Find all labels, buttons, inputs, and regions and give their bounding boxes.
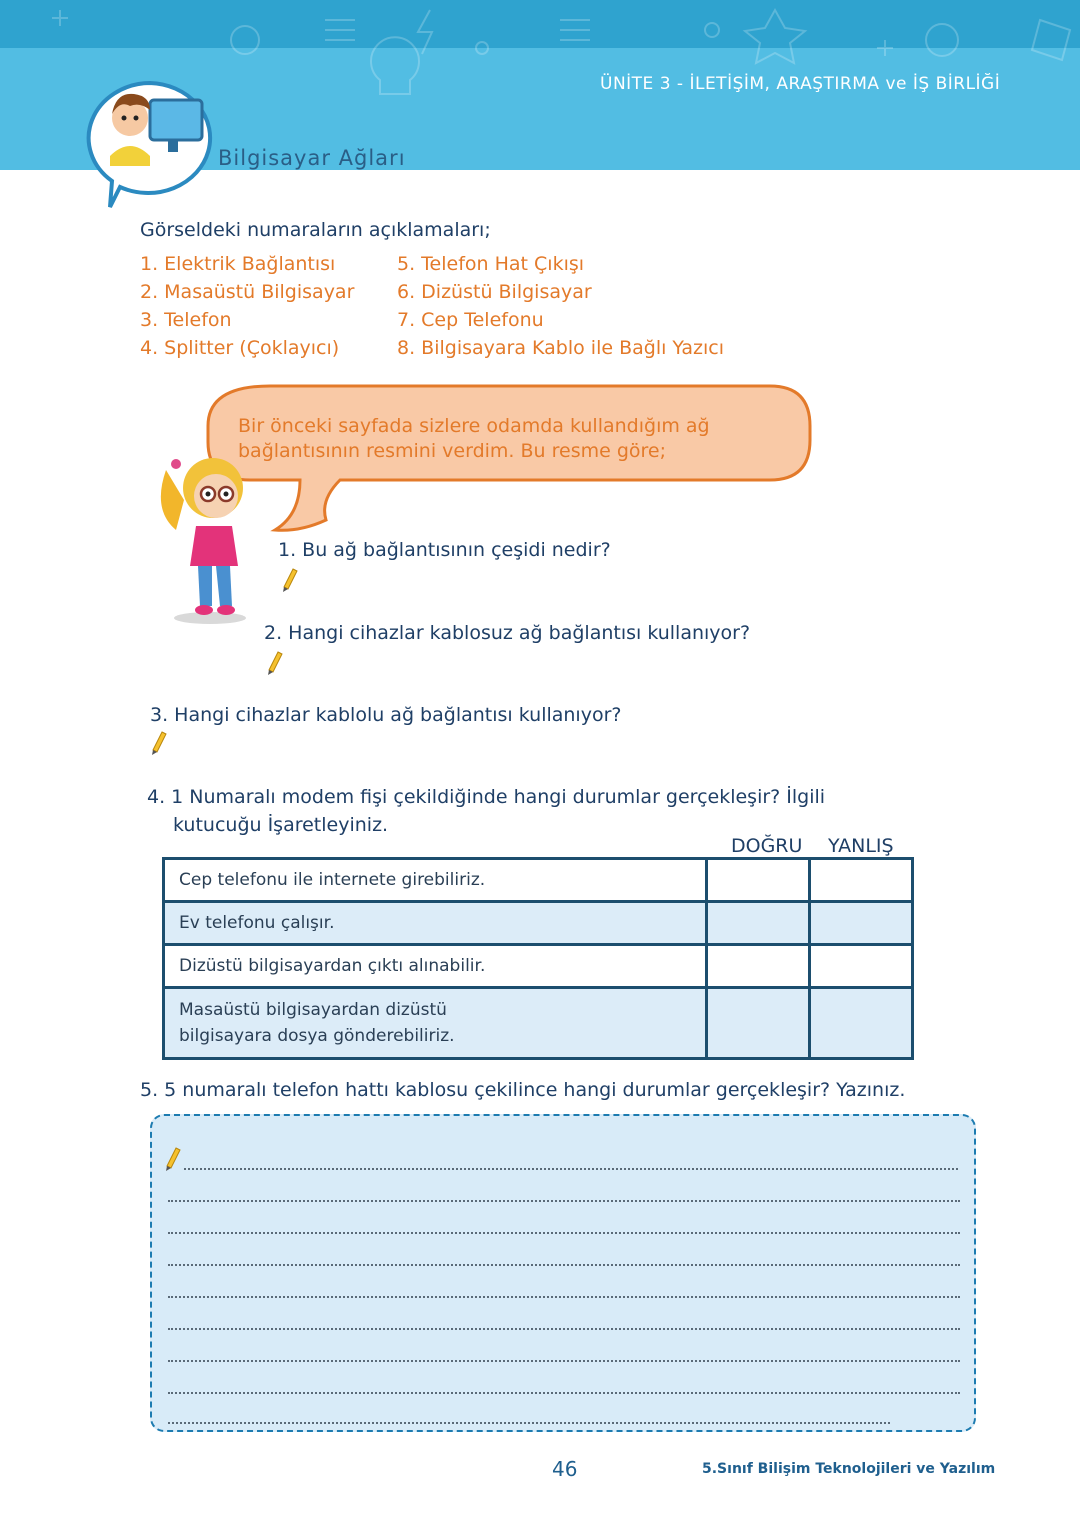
- true-checkbox[interactable]: [707, 945, 810, 988]
- legend-item: 2. Masaüstü Bilgisayar: [140, 281, 355, 303]
- legend-heading: Görseldeki numaraların açıklamaları;: [140, 219, 491, 241]
- answer-line[interactable]: [168, 1296, 960, 1298]
- true-checkbox[interactable]: [707, 902, 810, 945]
- unit-title: ÜNİTE 3 - İLETİŞİM, ARAŞTIRMA ve İŞ BİRLİĞİ: [600, 74, 1001, 94]
- legend-item: 4. Splitter (Çoklayıcı): [140, 337, 340, 359]
- answer-line[interactable]: [168, 1422, 890, 1424]
- statement-cell: Dizüstü bilgisayardan çıktı alınabilir.: [164, 945, 707, 988]
- question-2: 2. Hangi cihazlar kablosuz ağ bağlantısı kullanıyor?: [264, 622, 751, 644]
- question-3: 3. Hangi cihazlar kablolu ağ bağlantısı kullanıyor?: [150, 704, 622, 726]
- statement-cell: Ev telefonu çalışır.: [164, 902, 707, 945]
- pencil-icon: [266, 650, 284, 676]
- legend-item: 6. Dizüstü Bilgisayar: [397, 281, 592, 303]
- pencil-icon: [281, 567, 299, 593]
- pencil-icon: [150, 730, 168, 756]
- statement-line: Masaüstü bilgisayardan dizüstü: [179, 1000, 447, 1020]
- answer-line[interactable]: [168, 1392, 960, 1394]
- statement-line: bilgisayara dosya gönderebiliriz.: [179, 1026, 455, 1046]
- table-row: [164, 988, 913, 1059]
- answer-line[interactable]: [168, 1200, 960, 1202]
- legend-item: 7. Cep Telefonu: [397, 309, 544, 331]
- speech-text: Bir önceki sayfada sizlere odamda kullandığım ağ bağlantısının resmini verdim. Bu resme göre;: [238, 415, 710, 462]
- statement-cell: [164, 988, 707, 1059]
- pencil-icon: [164, 1146, 182, 1172]
- answer-line[interactable]: [184, 1168, 958, 1170]
- false-checkbox[interactable]: [810, 988, 913, 1059]
- table-row: [164, 945, 913, 988]
- legend-item: 5. Telefon Hat Çıkışı: [397, 253, 585, 275]
- answer-line[interactable]: [168, 1232, 960, 1234]
- question-5: 5. 5 numaralı telefon hattı kablosu çekilince hangi durumlar gerçekleşir? Yazınız.: [140, 1079, 906, 1101]
- boy-computer-logo: [80, 78, 220, 208]
- legend-item: 1. Elektrik Bağlantısı: [140, 253, 336, 275]
- answer-line[interactable]: [168, 1328, 960, 1330]
- answer-line[interactable]: [168, 1264, 960, 1266]
- answer-box[interactable]: [150, 1114, 976, 1432]
- false-checkbox[interactable]: [810, 902, 913, 945]
- statement-cell: Cep telefonu ile internete girebiliriz.: [164, 859, 707, 902]
- question-4-cont: kutucuğu İşaretleyiniz.: [173, 814, 389, 836]
- legend-item: 3. Telefon: [140, 309, 232, 331]
- table-row: [164, 859, 913, 902]
- true-checkbox[interactable]: [707, 859, 810, 902]
- false-checkbox[interactable]: [810, 859, 913, 902]
- book-title: 5.Sınıf Bilişim Teknolojileri ve Yazılım: [702, 1461, 996, 1477]
- section-title: Bilgisayar Ağları: [218, 146, 406, 170]
- true-false-table: [162, 857, 914, 1060]
- girl-illustration: [148, 440, 258, 630]
- question-4: 4. 1 Numaralı modem fişi çekildiğinde hangi durumlar gerçekleşir? İlgili: [147, 786, 826, 808]
- answer-line[interactable]: [168, 1360, 960, 1362]
- page-number: 46: [552, 1457, 578, 1481]
- true-checkbox[interactable]: [707, 988, 810, 1059]
- col-header-false: YANLIŞ: [828, 835, 894, 857]
- question-1: 1. Bu ağ bağlantısının çeşidi nedir?: [278, 539, 611, 561]
- table-row: [164, 902, 913, 945]
- legend-item: 8. Bilgisayara Kablo ile Bağlı Yazıcı: [397, 337, 725, 359]
- col-header-true: DOĞRU: [731, 835, 803, 857]
- false-checkbox[interactable]: [810, 945, 913, 988]
